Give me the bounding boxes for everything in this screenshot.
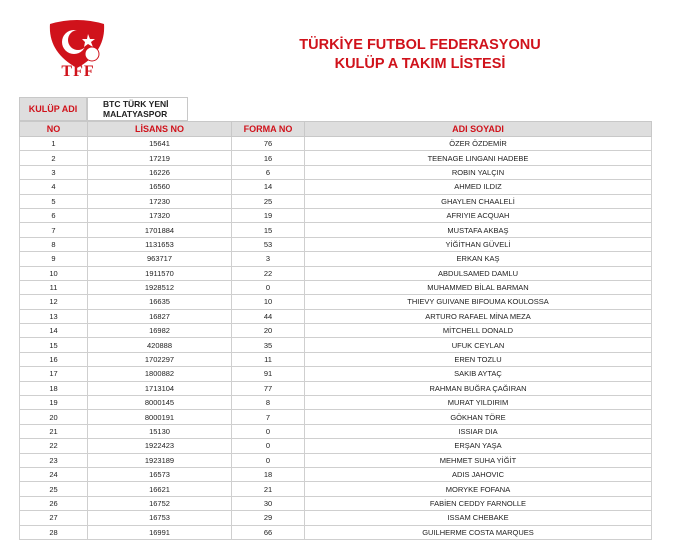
cell-jersey-no: 0 xyxy=(232,439,305,453)
cell-no: 9 xyxy=(20,252,88,266)
cell-full-name: YİĞİTHAN GÜVELİ xyxy=(305,237,652,251)
cell-license-no: 16560 xyxy=(88,180,232,194)
cell-license-no: 17219 xyxy=(88,151,232,165)
club-name-line-2: MALATYASPOR xyxy=(103,109,168,119)
cell-full-name: ISSAM CHEBAKE xyxy=(305,511,652,525)
table-row xyxy=(20,223,652,237)
cell-jersey-no: 18 xyxy=(232,467,305,481)
cell-full-name: ARTURO RAFAEL MİNA MEZA xyxy=(305,309,652,323)
cell-jersey-no: 76 xyxy=(232,137,305,151)
cell-jersey-no: 22 xyxy=(232,266,305,280)
cell-no: 2 xyxy=(20,151,88,165)
cell-full-name: ERKAN KAŞ xyxy=(305,252,652,266)
cell-jersey-no: 66 xyxy=(232,525,305,539)
table-row xyxy=(20,410,652,424)
cell-license-no: 1928512 xyxy=(88,280,232,294)
cell-full-name: ERŞAN YAŞA xyxy=(305,439,652,453)
cell-full-name: ISSIAR DIA xyxy=(305,424,652,438)
cell-full-name: ADIS JAHOVIC xyxy=(305,467,652,481)
cell-full-name: TEENAGE LINGANI HADEBE xyxy=(305,151,652,165)
table-header-row xyxy=(20,122,652,137)
cell-full-name: GHAYLEN CHAALELİ xyxy=(305,194,652,208)
cell-no: 26 xyxy=(20,496,88,510)
cell-jersey-no: 10 xyxy=(232,295,305,309)
cell-jersey-no: 7 xyxy=(232,410,305,424)
table-row xyxy=(20,525,652,539)
cell-no: 25 xyxy=(20,482,88,496)
roster-body xyxy=(20,137,652,540)
table-row xyxy=(20,424,652,438)
cell-license-no: 15130 xyxy=(88,424,232,438)
cell-full-name: ABDULSAMED DAMLU xyxy=(305,266,652,280)
cell-jersey-no: 6 xyxy=(232,165,305,179)
table-row xyxy=(20,396,652,410)
cell-license-no: 1131653 xyxy=(88,237,232,251)
cell-no: 27 xyxy=(20,511,88,525)
cell-jersey-no: 35 xyxy=(232,338,305,352)
cell-license-no: 963717 xyxy=(88,252,232,266)
cell-no: 10 xyxy=(20,266,88,280)
cell-jersey-no: 0 xyxy=(232,453,305,467)
table-row xyxy=(20,453,652,467)
table-row xyxy=(20,295,652,309)
cell-jersey-no: 16 xyxy=(232,151,305,165)
cell-no: 23 xyxy=(20,453,88,467)
cell-no: 16 xyxy=(20,352,88,366)
cell-no: 8 xyxy=(20,237,88,251)
cell-full-name: GÖKHAN TÖRE xyxy=(305,410,652,424)
cell-license-no: 16753 xyxy=(88,511,232,525)
cell-license-no: 1923189 xyxy=(88,453,232,467)
table-row xyxy=(20,194,652,208)
table-row xyxy=(20,467,652,481)
table-row xyxy=(20,496,652,510)
column-header-full-name: ADI SOYADI xyxy=(305,122,652,137)
cell-full-name: MORYKE FOFANA xyxy=(305,482,652,496)
cell-license-no: 1701884 xyxy=(88,223,232,237)
cell-license-no: 16621 xyxy=(88,482,232,496)
cell-jersey-no: 19 xyxy=(232,208,305,222)
cell-jersey-no: 25 xyxy=(232,194,305,208)
cell-full-name: AHMED ILDIZ xyxy=(305,180,652,194)
cell-full-name: ÖZER ÖZDEMİR xyxy=(305,137,652,151)
cell-license-no: 1800882 xyxy=(88,367,232,381)
cell-no: 24 xyxy=(20,467,88,481)
cell-jersey-no: 15 xyxy=(232,223,305,237)
table-row xyxy=(20,439,652,453)
cell-full-name: UFUK CEYLAN xyxy=(305,338,652,352)
cell-jersey-no: 14 xyxy=(232,180,305,194)
cell-license-no: 1713104 xyxy=(88,381,232,395)
cell-license-no: 1702297 xyxy=(88,352,232,366)
cell-no: 18 xyxy=(20,381,88,395)
table-row xyxy=(20,237,652,251)
cell-no: 3 xyxy=(20,165,88,179)
cell-license-no: 8000145 xyxy=(88,396,232,410)
cell-license-no: 16752 xyxy=(88,496,232,510)
cell-jersey-no: 0 xyxy=(232,424,305,438)
table-row xyxy=(20,165,652,179)
cell-full-name: RAHMAN BUĞRA ÇAĞIRAN xyxy=(305,381,652,395)
table-row xyxy=(20,381,652,395)
column-header-no: NO xyxy=(20,122,88,137)
cell-jersey-no: 91 xyxy=(232,367,305,381)
cell-jersey-no: 21 xyxy=(232,482,305,496)
cell-no: 20 xyxy=(20,410,88,424)
cell-license-no: 1922423 xyxy=(88,439,232,453)
cell-no: 12 xyxy=(20,295,88,309)
cell-no: 21 xyxy=(20,424,88,438)
cell-jersey-no: 29 xyxy=(232,511,305,525)
table-row xyxy=(20,266,652,280)
cell-license-no: 15641 xyxy=(88,137,232,151)
cell-full-name: MUSTAFA AKBAŞ xyxy=(305,223,652,237)
cell-full-name: EREN TOZLU xyxy=(305,352,652,366)
cell-jersey-no: 11 xyxy=(232,352,305,366)
table-row xyxy=(20,280,652,294)
cell-full-name: FABİEN CEDDY FARNOLLE xyxy=(305,496,652,510)
table-row xyxy=(20,137,652,151)
cell-no: 6 xyxy=(20,208,88,222)
roster-table xyxy=(19,121,652,540)
cell-license-no: 16635 xyxy=(88,295,232,309)
table-row xyxy=(20,151,652,165)
cell-license-no: 16982 xyxy=(88,324,232,338)
title-line-2: KULÜP A TAKIM LİSTESİ xyxy=(334,56,506,72)
cell-jersey-no: 8 xyxy=(232,396,305,410)
cell-license-no: 16226 xyxy=(88,165,232,179)
club-label: KULÜP ADI xyxy=(19,97,87,121)
cell-jersey-no: 0 xyxy=(232,280,305,294)
table-row xyxy=(20,180,652,194)
page-title xyxy=(240,36,600,74)
table-row xyxy=(20,482,652,496)
cell-jersey-no: 3 xyxy=(232,252,305,266)
cell-jersey-no: 44 xyxy=(232,309,305,323)
cell-no: 22 xyxy=(20,439,88,453)
cell-no: 15 xyxy=(20,338,88,352)
cell-full-name: ROBIN YALÇIN xyxy=(305,165,652,179)
cell-full-name: MİTCHELL DONALD xyxy=(305,324,652,338)
cell-full-name: THIEVY GUIVANE BIFOUMA KOULOSSA xyxy=(305,295,652,309)
cell-no: 1 xyxy=(20,137,88,151)
cell-no: 14 xyxy=(20,324,88,338)
cell-full-name: MEHMET SUHA YİĞİT xyxy=(305,453,652,467)
cell-license-no: 16991 xyxy=(88,525,232,539)
cell-full-name: GUILHERME COSTA MARQUES xyxy=(305,525,652,539)
table-row xyxy=(20,208,652,222)
club-name-line-1: BTC TÜRK YENİ xyxy=(103,99,169,109)
cell-license-no: 17320 xyxy=(88,208,232,222)
cell-no: 28 xyxy=(20,525,88,539)
cell-no: 13 xyxy=(20,309,88,323)
cell-no: 4 xyxy=(20,180,88,194)
cell-license-no: 1911570 xyxy=(88,266,232,280)
cell-no: 19 xyxy=(20,396,88,410)
cell-jersey-no: 30 xyxy=(232,496,305,510)
cell-jersey-no: 77 xyxy=(232,381,305,395)
cell-license-no: 17230 xyxy=(88,194,232,208)
cell-no: 7 xyxy=(20,223,88,237)
table-row xyxy=(20,309,652,323)
cell-license-no: 16573 xyxy=(88,467,232,481)
cell-full-name: MUHAMMED BİLAL BARMAN xyxy=(305,280,652,294)
cell-jersey-no: 53 xyxy=(232,237,305,251)
cell-full-name: SAKIB AYTAÇ xyxy=(305,367,652,381)
cell-jersey-no: 20 xyxy=(232,324,305,338)
column-header-license-no: LİSANS NO xyxy=(88,122,232,137)
title-line-1: TÜRKİYE FUTBOL FEDERASYONU xyxy=(299,37,541,53)
cell-license-no: 16827 xyxy=(88,309,232,323)
cell-no: 11 xyxy=(20,280,88,294)
tff-logo-text: TFF xyxy=(61,63,95,80)
cell-no: 5 xyxy=(20,194,88,208)
table-row xyxy=(20,324,652,338)
table-row xyxy=(20,352,652,366)
club-name xyxy=(87,97,188,121)
table-row xyxy=(20,338,652,352)
column-header-jersey-no: FORMA NO xyxy=(232,122,305,137)
cell-full-name: MURAT YILDIRIM xyxy=(305,396,652,410)
table-row xyxy=(20,252,652,266)
table-row xyxy=(20,511,652,525)
cell-license-no: 420888 xyxy=(88,338,232,352)
table-row xyxy=(20,367,652,381)
cell-no: 17 xyxy=(20,367,88,381)
cell-full-name: AFRIYIE ACQUAH xyxy=(305,208,652,222)
cell-license-no: 8000191 xyxy=(88,410,232,424)
